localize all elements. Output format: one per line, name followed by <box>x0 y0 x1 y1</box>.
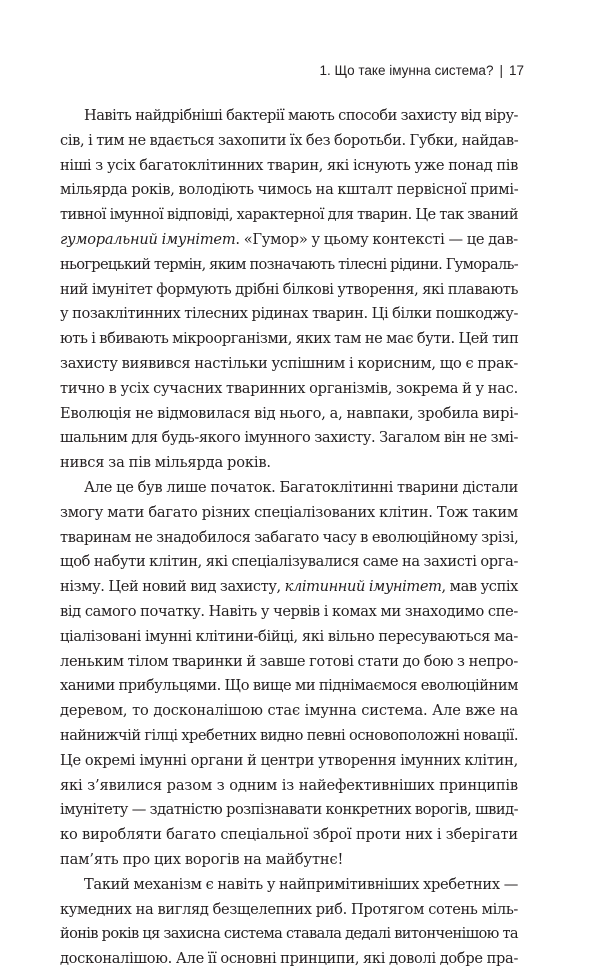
text-line <box>60 947 518 972</box>
text-segment: . «Гумор» у цьому контексті — це дав- <box>235 230 518 248</box>
text-line <box>60 402 518 427</box>
text-segment: деревом, то досконалішою стає імунна система. Але вже на <box>60 702 518 720</box>
text-line <box>60 228 518 253</box>
text-line <box>60 377 518 402</box>
text-line <box>60 823 518 848</box>
text-line <box>60 352 518 377</box>
text-segment: леньким тілом тваринки й завше готові стати до бою з непро- <box>60 652 518 670</box>
text-segment: ханими прибульцями. Що вище ми піднімаємося еволюційним <box>60 677 518 695</box>
text-line <box>60 650 518 675</box>
text-line <box>60 129 518 154</box>
text-segment: досконалішою. Але її основні принципи, які доволі добре пра- <box>60 950 519 968</box>
text-line <box>60 451 518 476</box>
text-line <box>60 278 518 303</box>
text-segment: , мав успіх <box>441 578 519 596</box>
text-segment: мільярда років, володіють чимось на кшталт первісної примі- <box>60 181 519 199</box>
text-line <box>60 550 518 575</box>
text-line <box>60 426 518 451</box>
text-line <box>60 501 518 526</box>
text-segment: Еволюція не відмовилася від нього, а, навпаки, зробила вирі- <box>60 404 519 422</box>
text-segment: імунітету — здатністю розпізнавати конкретних ворогів, швид- <box>60 801 518 819</box>
running-header <box>319 62 524 80</box>
text-line <box>60 922 518 947</box>
text-segment: сів, і тим не вдається захопити їх без боротьби. Губки, найдав- <box>60 131 519 149</box>
text-line <box>60 749 518 774</box>
text-line <box>60 476 518 501</box>
text-segment: змогу мати багато різних спеціалізованих клітин. Тож таким <box>60 503 518 521</box>
text-segment: нізму. Цей новий вид захисту, <box>60 578 285 596</box>
italic-term: клітинний імунітет <box>284 578 442 596</box>
text-line <box>60 848 518 873</box>
text-line <box>60 203 518 228</box>
text-line <box>60 253 518 278</box>
text-segment: тично в усіх сучасних тваринних організмів, зокрема й у нас. <box>60 379 518 397</box>
text-segment: ціалізовані імунні клітини-бійці, які вільно пересуваються ма- <box>60 627 518 645</box>
text-line <box>60 873 518 898</box>
body-text <box>60 104 518 972</box>
text-segment: шальним для будь-якого імунного захисту. Загалом він не змі- <box>60 429 518 447</box>
text-segment: ньогрецький термін, яким позначають тілесні рідини. Гумораль- <box>60 255 518 273</box>
text-segment: у позаклітинних тілесних рідинах тварин. Ці білки пошкоджу- <box>60 305 518 323</box>
text-line <box>60 774 518 799</box>
text-line <box>60 327 518 352</box>
text-line <box>60 526 518 551</box>
text-line <box>60 724 518 749</box>
text-line <box>60 798 518 823</box>
text-segment: які з’явилися разом з одним із найефективніших принципів <box>60 776 518 794</box>
text-segment: ний імунітет формують дрібні білкові утворення, які плавають <box>60 280 518 298</box>
text-segment: ко виробляти багато спеціальної зброї проти них і зберігати <box>60 826 518 844</box>
text-segment: найнижчій гілці хребетних видно певні основоположні новації. <box>60 726 518 744</box>
text-line <box>60 154 518 179</box>
text-segment: нився за пів мільярда років. <box>60 454 271 472</box>
text-line <box>60 302 518 327</box>
header-separator: | <box>499 63 503 78</box>
text-line <box>60 575 518 600</box>
text-segment: Але це був лише початок. Багатоклітинні тварини дістали <box>84 478 518 496</box>
text-line <box>60 104 518 129</box>
text-segment: кумедних на вигляд безщелепних риб. Протягом сотень міль- <box>60 900 518 918</box>
text-segment: Такий механізм є навіть у найпримітивніших хребетних — <box>84 875 518 893</box>
text-segment: Це окремі імунні органи й центри утворення імунних клітин, <box>60 751 518 769</box>
text-segment: щоб набути клітин, які спеціалізувалися саме на захисті орга- <box>60 553 519 571</box>
text-segment: пам’ять про цих ворогів на майбутнє! <box>60 850 344 868</box>
text-line <box>60 898 518 923</box>
text-line <box>60 625 518 650</box>
text-segment: захисту виявився настільки успішним і корисним, що є прак- <box>60 354 518 372</box>
text-segment: тивної імунної відповіді, характерної для тварин. Це так званий <box>60 206 518 224</box>
text-line <box>60 600 518 625</box>
text-segment: від самого початку. Навіть у червів і комах ми знаходимо спе- <box>60 602 518 620</box>
text-line <box>60 699 518 724</box>
text-segment: Навіть найдрібніші бактерії мають способи захисту від віру- <box>84 107 518 124</box>
text-segment: йонів років ця захисна система ставала дедалі витонченішою та <box>60 925 518 943</box>
text-line <box>60 178 518 203</box>
italic-term: гуморальний імунітет <box>60 230 236 248</box>
text-segment: ніші з усіх багатоклітинних тварин, які існують уже понад пів <box>60 156 518 174</box>
text-segment: тваринам не знадобилося забагато часу в еволюційному зрізі, <box>60 528 519 546</box>
text-segment: ють і вбивають мікроорганізми, яких там не має бути. Цей тип <box>60 330 519 348</box>
text-line <box>60 674 518 699</box>
chapter-title: 1. Що таке імунна система? <box>319 63 494 78</box>
page-number: 17 <box>508 63 524 78</box>
